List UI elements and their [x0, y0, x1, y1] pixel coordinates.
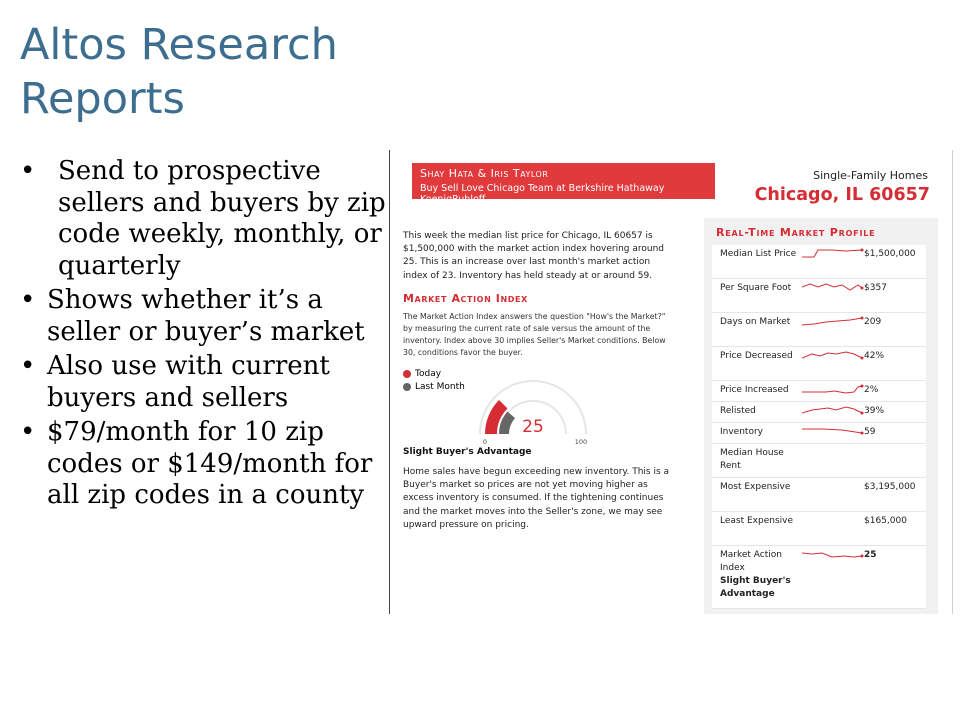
- bullet-glyph: •: [20, 156, 36, 186]
- market-commentary: Home sales have begun exceeding new inventory. This is a Buyer's market so prices are not yet moving higher as excess inventory is consumed. If the tightening continues and the market moves into the Seller's zone, we may see upward pressure on pricing.: [403, 467, 670, 530]
- profile-row-label: Price Increased: [720, 385, 789, 395]
- slide-title-line-2: Reports: [20, 74, 185, 124]
- profile-row-value: 2%: [864, 385, 879, 395]
- legend-last-month-label: Last Month: [415, 382, 465, 393]
- sparkline-path: [802, 284, 862, 290]
- profile-row-value: 42%: [864, 351, 885, 361]
- profile-row-value: $165,000: [864, 516, 907, 526]
- profile-row: [712, 546, 926, 609]
- bullet-item: [20, 351, 390, 414]
- sparkline: [802, 383, 864, 397]
- profile-row-label: Per Square Foot: [720, 283, 792, 293]
- sparkline: [802, 281, 864, 295]
- sparkline: [802, 315, 864, 329]
- sparkline: [802, 349, 864, 363]
- agent-banner: [412, 163, 715, 205]
- bullet-glyph: •: [20, 285, 36, 315]
- weekly-summary: This week the median list price for Chicago, IL 60657 is $1,500,000 with the market action index hovering around 25. This is an increase over last month's market action index of 23. Inventory has held steady at or around 59.: [403, 231, 665, 281]
- gauge-min-label: 0: [482, 438, 488, 446]
- sparkline-path: [802, 250, 862, 257]
- market-profile-title: Real-Time Market Profile: [716, 226, 876, 239]
- market-profile-panel: [704, 218, 938, 614]
- profile-row-value: 59: [864, 427, 876, 437]
- profile-row-label: Most Expensive: [720, 482, 791, 492]
- market-action-gauge: [468, 380, 598, 446]
- profile-row-value: $1,500,000: [864, 249, 916, 259]
- bullet-item: [20, 156, 390, 282]
- gauge-max-label: 100: [574, 438, 588, 446]
- report-screenshot: [389, 150, 953, 614]
- profile-row-label: Market Action Index: [720, 550, 782, 573]
- agent-names: Shay Hata & Iris Taylor: [420, 167, 549, 180]
- bullet-text: Shows whether it’s a seller or buyer’s market: [47, 285, 365, 347]
- bullet-text: Send to prospective sellers and buyers by zip code weekly, monthly, or quarterly: [58, 156, 386, 281]
- mai-section-title: Market Action Index: [403, 291, 528, 305]
- market-profile-rows: [712, 245, 926, 609]
- profile-row-label: Relisted: [720, 406, 756, 416]
- profile-row: [712, 402, 926, 423]
- sparkline-path: [802, 429, 862, 433]
- profile-row-sublabel: Slight Buyer's Advantage: [720, 576, 791, 599]
- sparkline: [802, 425, 864, 439]
- report-location: Chicago, IL 60657: [754, 185, 930, 205]
- bullet-glyph: •: [20, 417, 36, 447]
- sparkline-path: [802, 553, 862, 557]
- profile-row-label: Inventory: [720, 427, 763, 437]
- team-name: Buy Sell Love Chicago Team at Berkshire Hathaway KoenigRubloff: [420, 183, 665, 205]
- legend-today-label: Today: [415, 369, 442, 380]
- sparkline-path: [802, 407, 862, 413]
- report-left-column: [403, 230, 673, 394]
- profile-row-label: Days on Market: [720, 317, 791, 327]
- gauge-value: 25: [522, 417, 544, 437]
- profile-row: [712, 512, 926, 546]
- mai-explanation: The Market Action Index answers the question "How's the Market?" by measuring the current rate of sale versus the amount of the inventory. Index above 30 implies Seller's Market conditions. Below 30, conditions favor the buyer.: [403, 311, 666, 357]
- profile-row: [712, 381, 926, 402]
- profile-row-label: Median House Rent: [720, 448, 784, 471]
- profile-row: [712, 423, 926, 444]
- profile-row-label-group: [720, 549, 802, 601]
- bullet-text: Also use with current buyers and sellers: [47, 351, 330, 413]
- slide-title-line-1: Altos Research: [20, 20, 338, 70]
- sparkline: [802, 548, 864, 562]
- legend-today: [403, 368, 673, 381]
- legend-last-month-swatch: [403, 383, 411, 391]
- slide-title: [20, 18, 420, 126]
- bullet-text: $79/month for 10 zip codes or $149/month for all zip codes in a county: [47, 417, 373, 510]
- sparkline: [802, 404, 864, 418]
- profile-row-value: $357: [864, 283, 887, 293]
- profile-row-label: Median List Price: [720, 249, 797, 259]
- bullet-item: [20, 417, 390, 512]
- profile-row-value: 39%: [864, 406, 885, 416]
- profile-row-label: Price Decreased: [720, 351, 793, 361]
- profile-row: [712, 478, 926, 512]
- sparkline-path: [802, 386, 862, 393]
- profile-row-value: 25: [864, 550, 877, 560]
- sparkline-path: [802, 318, 862, 325]
- property-type: Single-Family Homes: [813, 169, 928, 182]
- legend-today-swatch: [403, 370, 411, 378]
- profile-row: [712, 245, 926, 279]
- market-condition: Slight Buyer's Advantage: [403, 447, 532, 457]
- profile-row: [712, 279, 926, 313]
- bullet-glyph: •: [20, 351, 36, 381]
- profile-row: [712, 347, 926, 381]
- profile-row: [712, 444, 926, 478]
- sparkline-path: [802, 352, 862, 358]
- profile-row-label: Least Expensive: [720, 516, 794, 526]
- bullet-item: [20, 285, 390, 348]
- profile-row-value: $3,195,000: [864, 482, 916, 492]
- sparkline: [802, 247, 864, 261]
- bullet-list: [20, 156, 390, 515]
- profile-row: [712, 313, 926, 347]
- profile-row-value: 209: [864, 317, 882, 327]
